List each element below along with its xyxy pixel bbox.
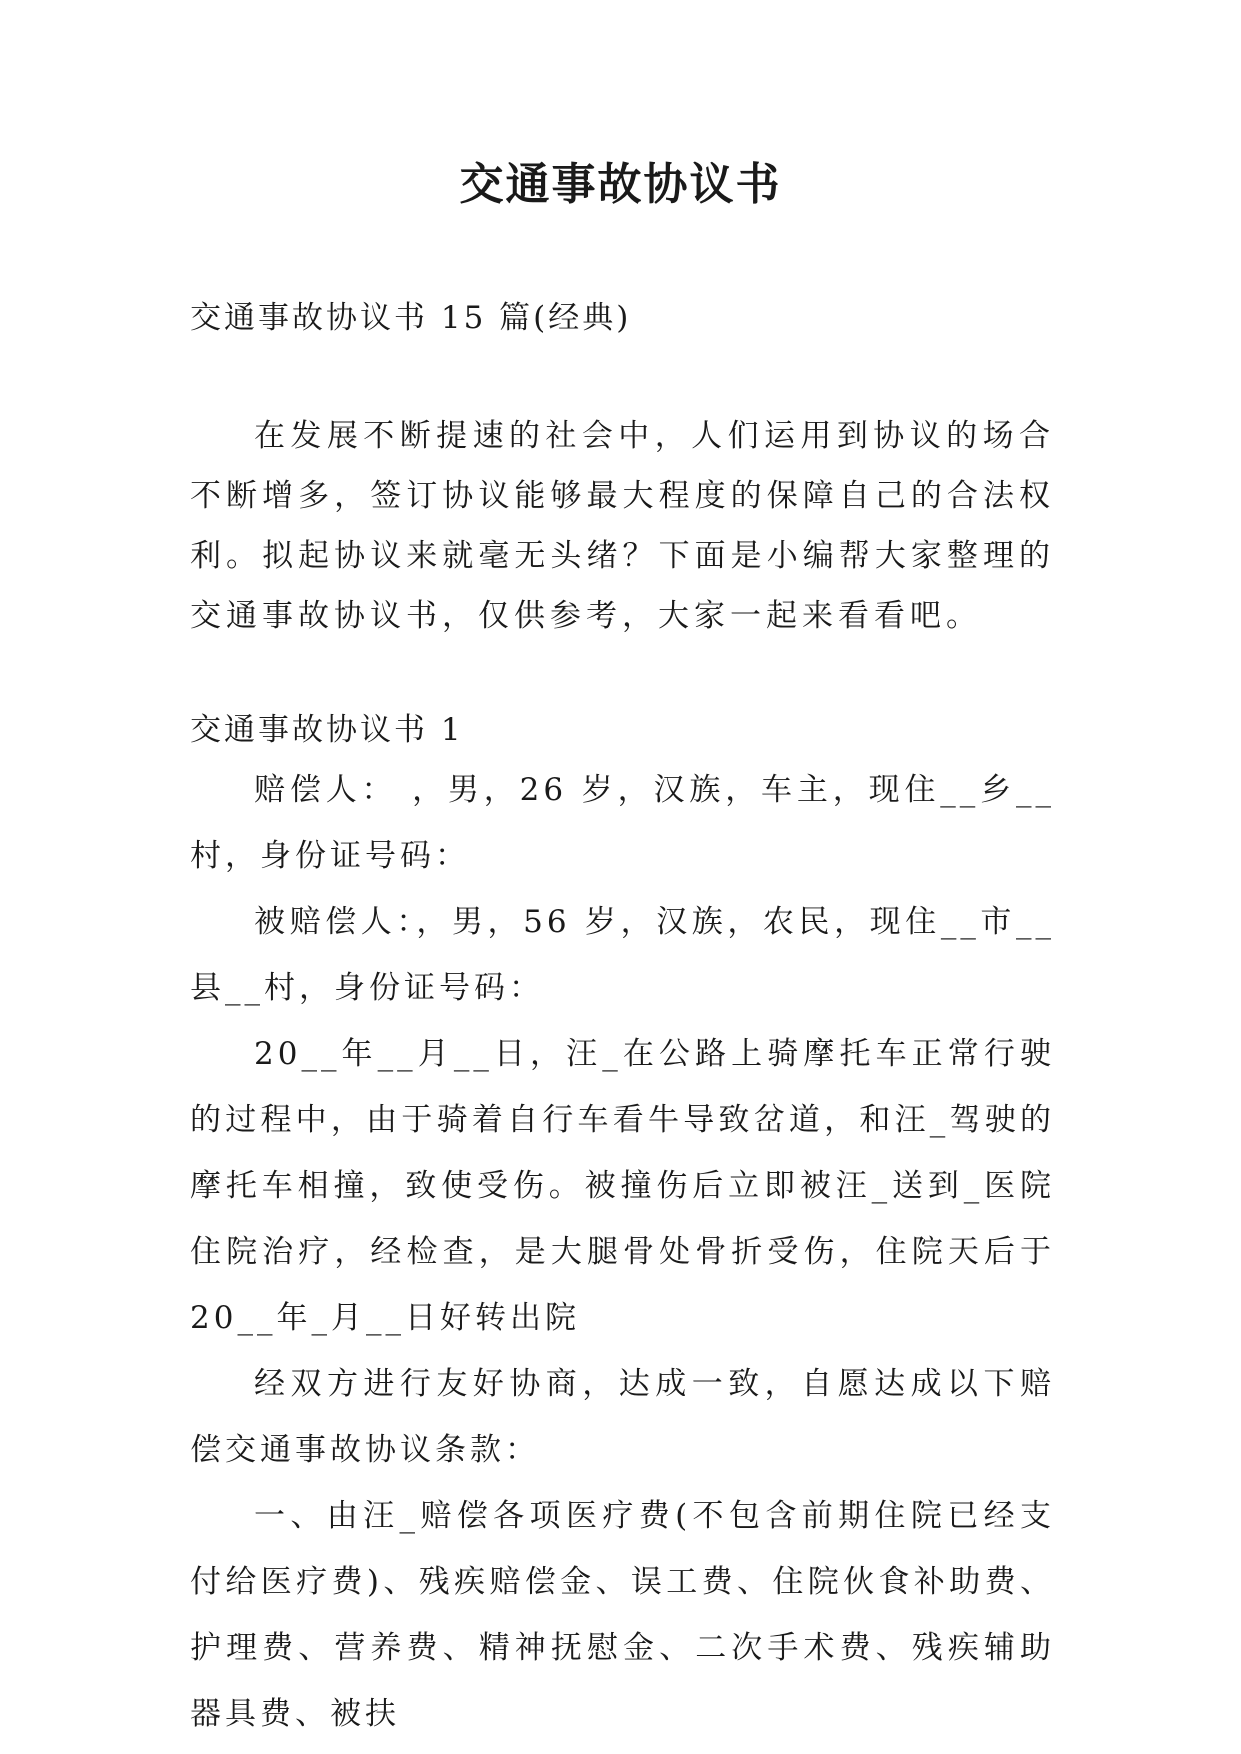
document-subtitle: 交通事故协议书 15 篇(经典) xyxy=(190,300,632,336)
paragraph-agreement-intro: 经双方进行友好协商，达成一致，自愿达成以下赔偿交通事故协议条款： xyxy=(190,1366,1055,1468)
section-content xyxy=(190,757,1055,1747)
paragraph-compensated: 被赔偿人：，男，56 岁，汉族，农民，现住__市__县__村，身份证号码： xyxy=(190,904,1055,1006)
paragraph-accident-description: 20__年__月__日，汪_在公路上骑摩托车正常行驶的过程中，由于骑着自行车看牛导致岔道，和汪_驾驶的摩托车相撞，致使受伤。被撞伤后立即被汪_送到_医院住院治疗，经检查，是大腿骨处骨折受伤，住院天后于 20__年_月__日好转出院 xyxy=(190,1036,1055,1336)
intro-paragraph: 在发展不断提速的社会中，人们运用到协议的场合不断增多，签订协议能够最大程度的保障自己的合法权利。拟起协议来就毫无头绪？下面是小编帮大家整理的交通事故协议书，仅供参考，大家一起来看看吧。 xyxy=(190,418,1055,634)
paragraph-compensator: 赔偿人： ，男，26 岁，汉族，车主，现住__乡__村，身份证号码： xyxy=(190,772,1055,874)
paragraph-clause-one: 一、由汪_赔偿各项医疗费(不包含前期住院已经支付给医疗费)、残疾赔偿金、误工费、住院伙食补助费、护理费、营养费、精神抚慰金、二次手术费、残疾辅助器具费、被扶 xyxy=(190,1498,1055,1732)
document-title: 交通事故协议书 xyxy=(459,159,782,210)
section-heading: 交通事故协议书 1 xyxy=(190,712,464,748)
